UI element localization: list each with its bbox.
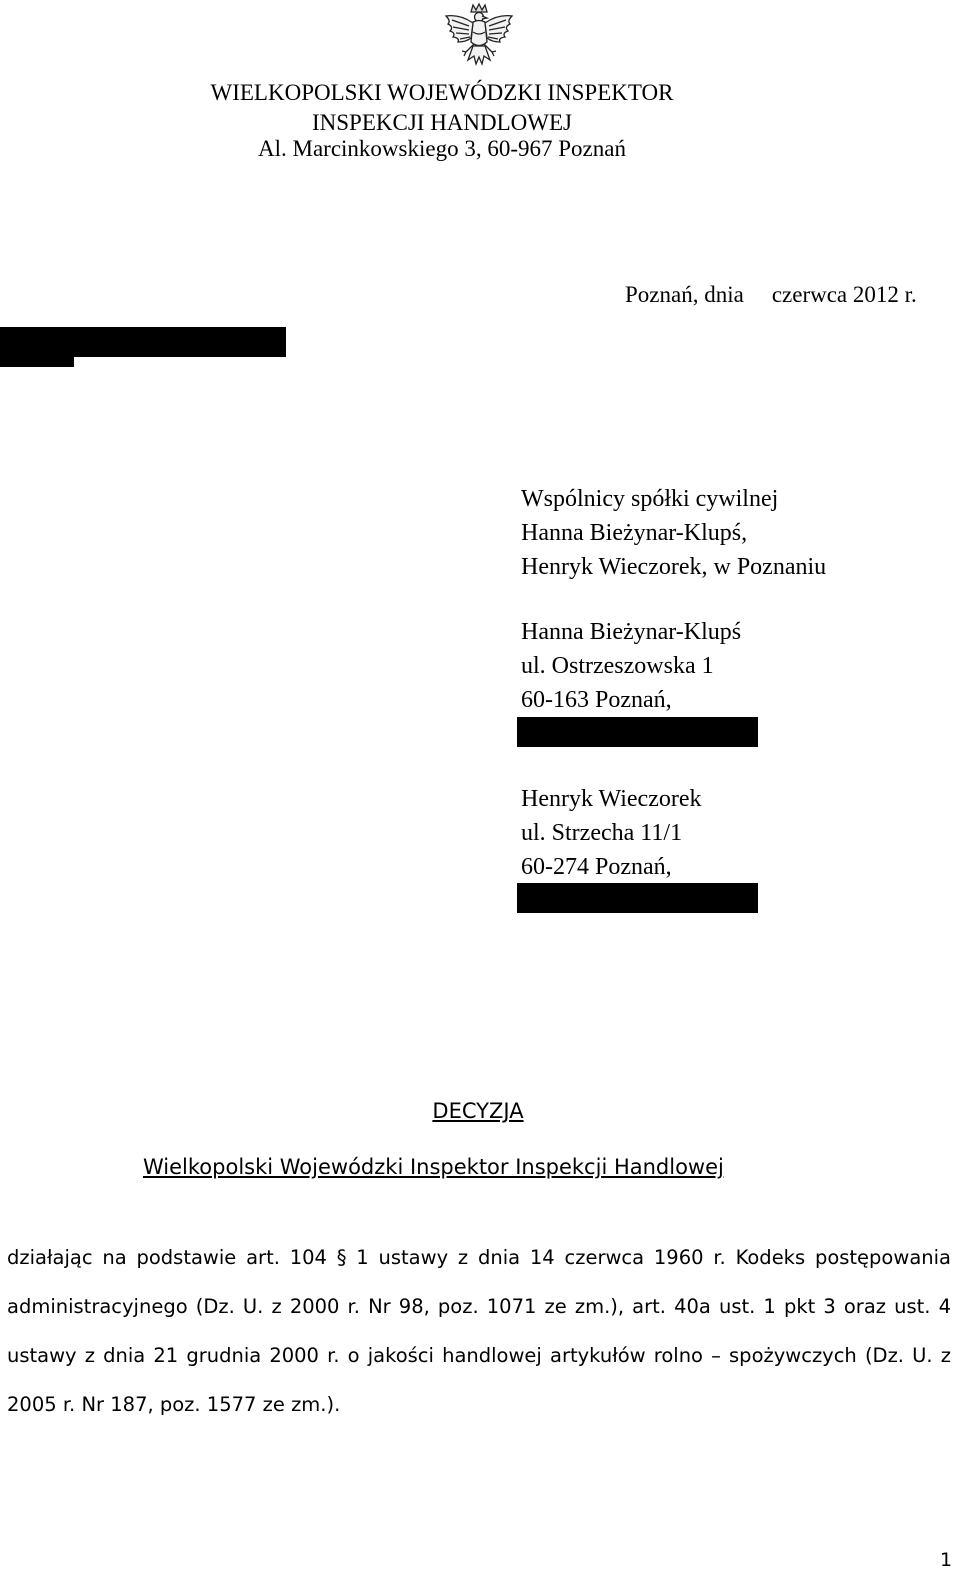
recipient-first-city: 60-163 Poznań,	[521, 687, 672, 713]
redaction-block-reference	[0, 327, 286, 357]
redaction-block-reference-2	[0, 357, 74, 367]
recipient-first	[521, 615, 741, 717]
page-number: 1	[940, 1549, 953, 1571]
recipient-second-street: ul. Strzecha 11/1	[521, 820, 683, 846]
recipient-group	[521, 482, 826, 584]
date-line	[625, 280, 917, 310]
redaction-block-first-recipient	[517, 717, 758, 747]
redaction-block-second-recipient	[517, 883, 758, 913]
legal-basis-paragraph: działając na podstawie art. 104 § 1 ustawy z dnia 14 czerwca 1960 r. Kodeks postępowania administracyjnego (Dz. U. z 2000 r. Nr 98, poz. 1071 ze zm.), art. 40a ust. 1 pkt 3 oraz ust. 4 ustawy z dnia 21 grudnia 2000 r. o jakości handlowej artykułów rolno – spożywczych (Dz. U. z 2005 r. Nr 187, poz. 1577 ze zm.).	[7, 1246, 951, 1416]
date-value: czerwca 2012 r.	[771, 282, 917, 307]
date-place: Poznań, dnia	[625, 282, 744, 307]
institution-name-line2: INSPEKCJI HANDLOWEJ	[311, 110, 573, 135]
recipient-group-line: Wspólnicy spółki cywilnej	[521, 486, 779, 512]
institution-name-line1: WIELKOPOLSKI WOJEWÓDZKI INSPEKTOR	[210, 80, 674, 105]
decision-title: DECYZJA	[432, 1099, 524, 1123]
decision-issuer: Wielkopolski Wojewódzki Inspektor Inspekcji Handlowej	[143, 1155, 724, 1179]
recipient-group-line: Hanna Bieżynar-Klupś,	[521, 520, 748, 546]
recipient-first-name: Hanna Bieżynar-Klupś	[521, 619, 742, 645]
recipient-group-line: Henryk Wieczorek, w Poznaniu	[521, 554, 827, 580]
recipient-second	[521, 782, 702, 884]
recipient-second-city: 60-274 Poznań,	[521, 854, 672, 880]
recipient-second-name: Henryk Wieczorek	[521, 786, 702, 812]
institution-address: Al. Marcinkowskiego 3, 60-967 Poznań	[258, 136, 626, 161]
eagle-emblem-icon	[442, 2, 516, 74]
recipient-first-street: ul. Ostrzeszowska 1	[521, 653, 714, 679]
